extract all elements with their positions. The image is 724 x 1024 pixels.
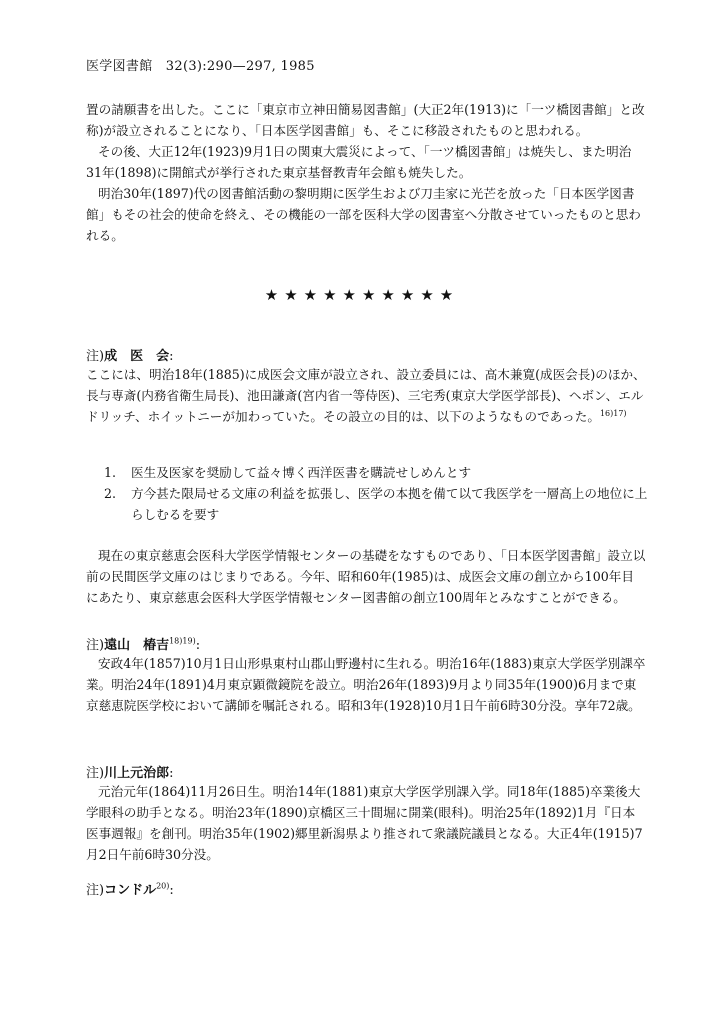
note-colon: : [169, 349, 174, 364]
note-prefix: 注) [86, 766, 105, 781]
note-prefix: 注) [86, 638, 105, 653]
seiikai-after-section [86, 545, 646, 608]
note-heading-kawakami [86, 762, 173, 781]
seiikai-reference: 16)17) [599, 408, 627, 418]
intro-section [86, 99, 646, 246]
intro-paragraph-3: 明治30年(1897)代の図書館活動の黎明期に医学生および刀圭家に光芒を放った「日本医学図書館」もその社会的使命を終え、その機能の一部を医科大学の図書室へ分散させていったものと思われる。 [86, 186, 641, 243]
note-colon: : [169, 766, 174, 781]
intro-paragraph-2: その後、大正12年(1923)9月1日の関東大震災によって、「一ツ橋図書館」は焼失し、また明治31年(1898)に開館式が挙行された東京基督教青年会館も焼失した。 [86, 144, 632, 180]
note-body-tooyama [86, 653, 646, 716]
kawakami-body-text: 元治元年(1864)11月26日生。明治14年(1881)東京大学医学別課入学。同18年(1885)卒業後大学眼科の助手となる。明治23年(1890)京橋区三十間堀に開業(眼科)。明治25年(1892)1月『日本医事週報』を創刊。明治35年(1902)郷里新潟県より推されて衆議院議員となる。大正4年(1915)7月2日午前6時30分没。 [86, 784, 643, 862]
list-item-number: 1. [104, 465, 117, 480]
note-title-kawakami: 川上元治郎 [104, 766, 170, 781]
note-colon: : [169, 883, 174, 898]
seiikai-after-paragraph: 現在の東京慈恵会医科大学医学情報センターの基礎をなすものであり、「日本医学図書館」設立以前の民間医学文庫のはじまりである。今年、昭和60年(1985)は、成医会文庫の創立から100年目にあたり、東京慈恵会医科大学医学情報センター図書館の創立100周年とみなすことができる。 [86, 548, 646, 605]
note-title-seiikai: 成 医 会 [104, 349, 170, 364]
note-heading-conder [86, 879, 174, 898]
conder-reference: 20) [156, 881, 170, 891]
tooyama-reference: 18)19) [169, 636, 196, 646]
list-item [104, 483, 648, 525]
note-prefix: 注) [86, 883, 105, 898]
seiikai-purpose-list [104, 462, 648, 525]
note-colon: : [195, 638, 201, 653]
intro-paragraph-1: 置の請願書を出した。ここに「東京市立神田簡易図書館」(大正2年(1913)に「一ツ橋図書館」と改称)が設立されることになり、「日本医学図書館」も、そこに移設されたものと思われる。 [86, 102, 645, 138]
list-item-text: 医生及医家を奨励して益々博く西洋医書を購読せしめんとす [131, 465, 472, 480]
journal-header: 医学図書館 32(3):290—297, 1985 [86, 59, 315, 74]
tooyama-body-text: 安政4年(1857)10月1日山形県東村山郡山野邊村に生れる。明治16年(1883)東京大学医学別課卒業。明治24年(1891)4月東京顕微鏡院を設立。明治26年(1893)9月より同35年(1900)6月まで東京慈恵院医学校において講師を嘱託される。昭和3年(1928)10月1日午前6時30分没。享年72歳。 [86, 656, 646, 713]
note-title-conder: コンドル [104, 883, 157, 898]
note-heading-tooyama [86, 634, 200, 653]
note-heading-seiikai [86, 345, 173, 364]
note-title-tooyama: 遠山 椿吉 [104, 638, 170, 653]
star-separator: ★★★★★★★★★★ [264, 286, 460, 304]
note-body-seiikai [86, 364, 646, 427]
list-item [104, 462, 648, 483]
note-body-kawakami [86, 781, 646, 865]
list-item-number: 2. [104, 486, 117, 501]
seiikai-body-text: ここには、明治18年(1885)に成医会文庫が設立され、設立委員には、高木兼寛(成医会長)のほか、長与専斎(内務省衛生局長)、池田謙斎(宮内省一等侍医)、三宅秀(東京大学医学部長)、ヘボン、エルドリッチ、ホイットニーが加わっていた。その設立の目的は、以下のようなものであった。 [86, 367, 646, 424]
list-item-text: 方今甚た限局せる文庫の利益を拡張し、医学の本拠を備て以て我医学を一層高上の地位に上らしむるを要す [131, 486, 648, 522]
note-prefix: 注) [86, 349, 105, 364]
